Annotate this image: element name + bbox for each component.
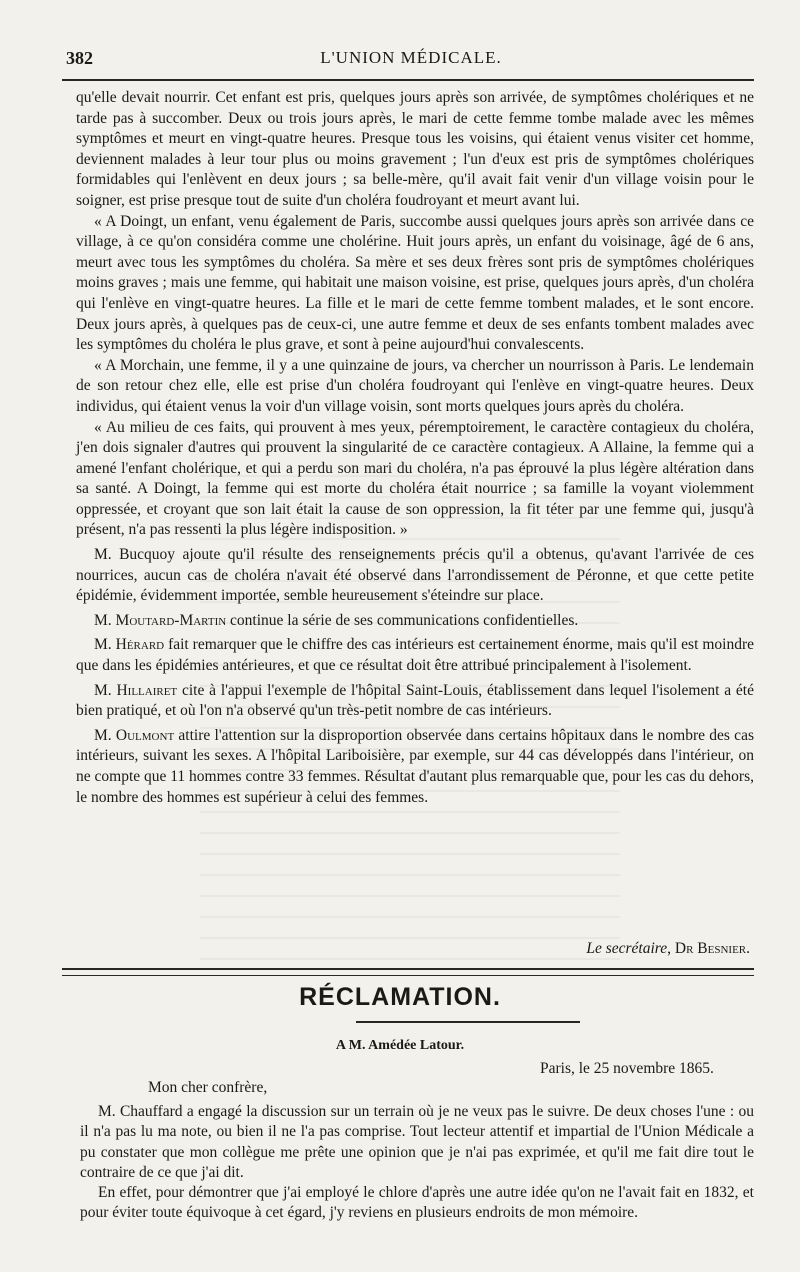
journal-title: L'UNION MÉDICALE.: [320, 48, 502, 67]
section-title: RÉCLAMATION.: [299, 983, 501, 1011]
speaker-prefix: M.: [94, 726, 116, 744]
page-number: 382: [66, 48, 93, 68]
speaker-name: Moutard-Martin: [115, 611, 227, 629]
speaker-prefix: M.: [94, 636, 116, 654]
letter-salutation: Mon cher confrère,: [148, 1079, 268, 1096]
section-divider: [62, 968, 754, 976]
intervention-text: cite à l'appui l'exemple de l'hôpital Saint-Louis, établissement dans lequel l'isolement a été bien pratiqué, et où l'on n'a observé qu'un très-petit nombre de cas intérieurs.: [76, 681, 754, 720]
letter-addressee: A M. Amédée Latour.: [335, 1038, 465, 1053]
article-body: [76, 88, 754, 808]
title-underline: [356, 1021, 580, 1023]
speaker-name: Hillairet: [116, 681, 178, 699]
header-rule: [62, 79, 754, 81]
intervention-hillairet: [76, 681, 754, 722]
speaker-prefix: M.: [94, 611, 116, 629]
intervention-oulmont: [76, 726, 754, 808]
intervention-herard: [76, 635, 754, 676]
letter-paragraph: M. Chauffard a engagé la discussion sur un terrain où je ne veux pas le suivre. De deux choses l'une : ou il n'a pas lu ma note, ou bien il ne l'a pas comprise. Tout lecteur attentif et impartial de l'Union Médicale a pu constater que mon collègue me prête une opinion que je n'ai pas exprimée, et qu'il me fait dire tout le contraire de ce que j'ai dit.: [80, 1103, 754, 1181]
intervention-moutard-martin: [76, 611, 754, 632]
letter-paragraph: En effet, pour démontrer que j'ai employé le chlore d'après une autre idée qu'on ne l'avait fait en 1832, et pour éviter toute équivoque à cet égard, j'y reviens en plusieurs endroits de mon mémoire.: [80, 1184, 754, 1222]
paragraph: « Au milieu de ces faits, qui prouvent à mes yeux, péremptoirement, le caractère contagieux du choléra, j'en dois signaler d'autres qui prouvent la singularité de ce caractère contagieux. A Allaine, la femme qui a amené l'enfant cholérique, et qui a perdu son mari du choléra, n'a pas éprouvé la plus légère altération dans sa santé. A Doingt, la femme qui est morte du choléra était nourrice ; sa famille la voyant violemment oppressée, et croyant que son lait était la cause de son oppression, la fit téter par une femme qui, jusqu'à présent, n'a pas ressenti la plus légère indisposition. »: [76, 418, 754, 539]
paragraph: « A Morchain, une femme, il y a une quinzaine de jours, va chercher un nourrisson à Paris. Le lendemain de son retour chez elle, elle est prise d'un choléra foudroyant qui l'enlève en vingt-quatre heures. Deux individus, qui étaient venus la voir d'un village voisin, sont morts quelques jours après du choléra.: [76, 356, 754, 415]
speaker-prefix: M.: [94, 681, 117, 699]
speaker-name: Oulmont: [115, 726, 175, 744]
paragraph: « A Doingt, un enfant, venu également de Paris, succombe aussi quelques jours après son arrivée dans ce village, à ce qu'on considéra comme une cholérine. Huit jours après, un enfant du voisinage, âgé de 6 ans, meurt avec tous les symptômes du choléra. Sa mère et ses deux frères sont pris de symptômes cholériques moins graves ; mais une femme, qui habitait une maison voisine, est prise, quelques jours après, d'un choléra qui l'enlève en vingt-quatre heures. La fille et le mari de cette femme tombent malades, et le sont encore. Deux jours après, à quelques pas de ceux-ci, une autre femme et deux de ses enfants tombent malades avec les symptômes du choléra le plus grave, et sont à peine aujourd'hui convalescents.: [76, 212, 754, 354]
letter-date: Paris, le 25 novembre 1865.: [540, 1060, 714, 1077]
letter-body: [80, 1102, 754, 1224]
intervention-text: fait remarquer que le chiffre des cas intérieurs est certainement énorme, mais qu'il est moindre que dans les épidémies antérieures, et que ce résultat doit être attribué principalement à l'isolement.: [76, 636, 754, 675]
intervention-bucquoy: M. Bucquoy ajoute qu'il résulte des renseignements précis qu'il a obtenus, qu'avant l'arrivée de ces nourrices, aucun cas de choléra n'avait été observé dans l'arrondissement de Péronne, et que cette petite épidémie, évidemment importée, semble heureusement s'éteindre sur place.: [76, 546, 754, 605]
running-head: [66, 46, 756, 74]
signature-role: Le secrétaire: [586, 940, 668, 957]
speaker-name: Hérard: [115, 636, 165, 654]
signature-name: , Dr Besnier.: [667, 940, 750, 957]
intervention-text: attire l'attention sur la disproportion observée dans certains hôpitaux dans le nombre des cas intérieurs, suivant les sexes. A l'hôpital Lariboisière, par exemple, sur 44 cas développés dans l'intérieur, on ne compte que 11 hommes contre 33 femmes. Résultat d'autant plus remarquable que, pour les cas du dehors, le nombre des hommes est supérieur à celui des femmes.: [76, 726, 755, 806]
paragraph: qu'elle devait nourrir. Cet enfant est pris, quelques jours après son arrivée, de symptômes cholériques et ne tarde pas à succomber. Deux ou trois jours après, le mari de cette femme tombe malade avec les mêmes symptômes et meurt en vingt-quatre heures. Presque tous les voisins, qui étaient venus visiter cet homme, deviennent malades à leur tour plus ou moins gravement ; l'un d'eux est pris de symptômes cholériques formidables qui l'enlèvent en deux jours ; sa belle-mère, qu'il avait fait venir d'un village voisin pour le soigner, est prise presque tout de suite d'un choléra foudroyant et meurt avant lui.: [76, 89, 754, 209]
secretary-signature: [76, 940, 750, 958]
intervention-text: continue la série de ses communications confidentielles.: [226, 611, 579, 629]
